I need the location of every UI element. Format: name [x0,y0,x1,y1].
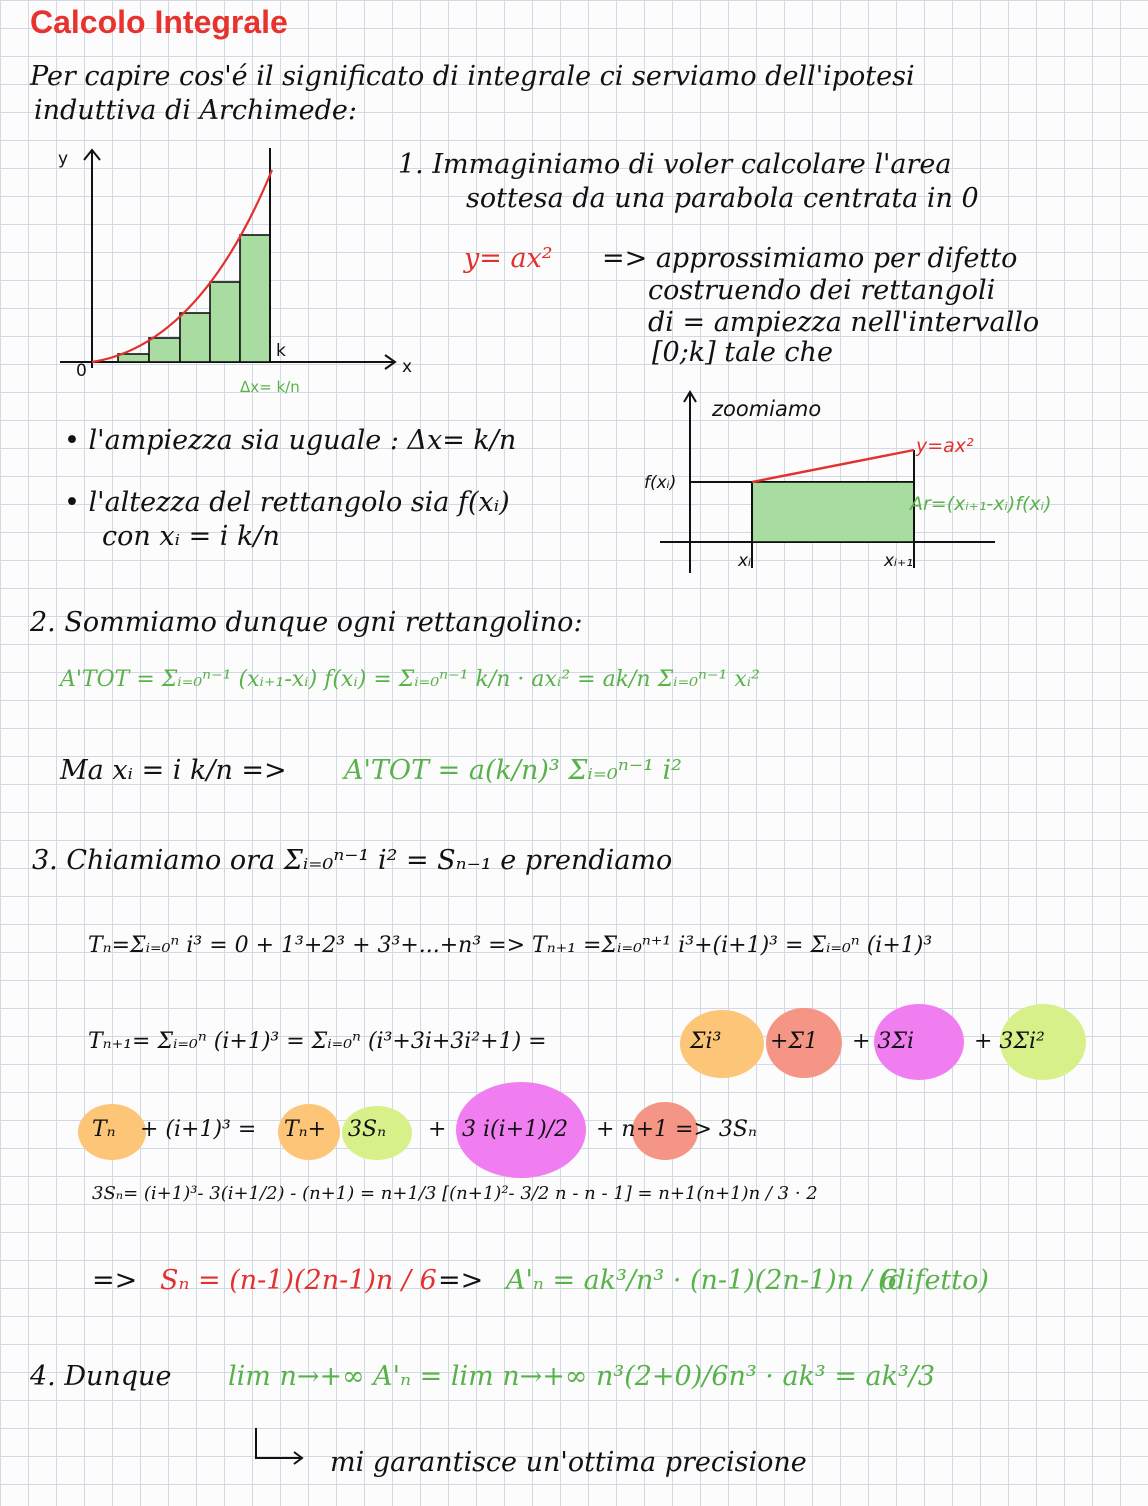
limit-formula: lim n→+∞ A'ₙ = lim n→+∞ n³(2+0)/6n³ · ak³ = ak³/3 [228,1361,936,1392]
step3-l3-3sn: 3Sₙ [348,1117,386,1142]
step3-line-2: Tₙ₊₁= Σᵢ₌₀ⁿ (i+1)³ = Σᵢ₌₀ⁿ (i³+3i+3i²+1) = [88,1029,547,1054]
step3-l5-arrow-2: => [438,1265,484,1296]
step3-l5-arrow: => [92,1265,138,1296]
sn-formula: Sₙ = (n-1)(2n-1)n / 6 [160,1265,437,1296]
x-axis-label: x [402,357,413,377]
k-label: k [276,341,286,361]
zoom-graph [640,388,1120,588]
page-title: Calcolo Integrale [30,4,288,40]
step1-desc-4: [0;k] tale che [652,337,833,368]
step3-term-i2: + 3Σi² [974,1029,1045,1054]
step3-term-cubes: Σi³ [690,1029,722,1054]
step2-ma-left: Ma xᵢ = i k/n => [60,755,287,786]
intro-line-1: Per capire cos'é il significato di integrale ci serviamo dell'ipotesi [30,61,915,92]
step3-line-4: 3Sₙ= (i+1)³- 3(i+1/2) - (n+1) = n+1/3 [(n+1)²- 3/2 n - n - 1] = n+1(n+1)n / 3 · 2 [92,1183,818,1204]
step2-heading: 2. Sommiamo dunque ogni rettangolino: [30,607,583,638]
step1-desc-3: di = ampiezza nell'intervallo [648,307,1040,338]
origin-label: 0 [76,361,87,381]
step4-label: 4. Dunque [30,1361,172,1392]
bullet-xi: con xᵢ = i k/n [102,521,280,552]
step3-term-ones: +Σ1 [770,1029,818,1054]
step1-line-1: 1. Immaginiamo di voler calcolare l'area [398,149,952,180]
xi1-label: xᵢ₊₁ [884,551,913,571]
step3-l3-plus: + [428,1117,447,1142]
intro-line-2: induttiva di Archimede: [34,95,357,126]
zoom-label: zoomiamo [712,397,822,421]
step3-l3-frac: 3 i(i+1)/2 [462,1117,569,1142]
bullet-height: • l'altezza del rettangolo sia f(xᵢ) [64,487,510,518]
step3-l3-tn2: Tₙ+ [284,1117,327,1142]
step3-l3-cube: + (i+1)³ = [140,1117,257,1142]
step3-term-i: + 3Σi [852,1029,915,1054]
step1-desc-2: costruendo dei rettangoli [648,275,996,306]
step3-heading: 3. Chiamiamo ora Σᵢ₌₀ⁿ⁻¹ i² = Sₙ₋₁ e prendiamo [32,845,673,876]
dx-label: Δx= k/n [240,378,300,396]
difetto-label: (difetto) [878,1265,989,1296]
step1-line-2: sottesa da una parabola centrata in 0 [466,183,979,214]
bullet-width: • l'ampiezza sia uguale : Δx= k/n [64,425,517,456]
zoom-curve-label: y=ax² [916,435,974,457]
step3-l3-rest: + n+1 => 3Sₙ [596,1117,757,1142]
step3-line-1: Tₙ=Σᵢ₌₀ⁿ i³ = 0 + 1³+2³ + 3³+...+n³ => Tₙ₊₁ =Σᵢ₌₀ⁿ⁺¹ i³+(i+1)³ = Σᵢ₌₀ⁿ (i+1)³ [88,933,933,958]
xi-label: xᵢ [738,551,752,571]
y-axis-label: y [58,149,69,169]
fx-label: f(xᵢ) [644,473,677,493]
an-formula: A'ₙ = ak³/n³ · (n-1)(2n-1)n / 6 [506,1265,898,1296]
parabola-equation: y= ax² [464,243,553,274]
step2-ma-right: A'TOT = a(k/n)³ Σᵢ₌₀ⁿ⁻¹ i² [344,755,682,786]
precision-note: mi garantisce un'ottima precisione [330,1447,807,1478]
step2-formula: A'TOT = Σᵢ₌₀ⁿ⁻¹ (xᵢ₊₁-xᵢ) f(xᵢ) = Σᵢ₌₀ⁿ⁻¹ k/n · axᵢ² = ak/n Σᵢ₌₀ⁿ⁻¹ xᵢ² [60,667,761,692]
step3-l3-tn: Tₙ [92,1117,116,1142]
area-formula: Ar=(xᵢ₊₁-xᵢ)f(xᵢ) [910,493,1052,515]
step1-desc-1: => approssimiamo per difetto [602,243,1018,274]
parabola-graph [50,140,470,410]
arrow-icon [252,1428,312,1468]
